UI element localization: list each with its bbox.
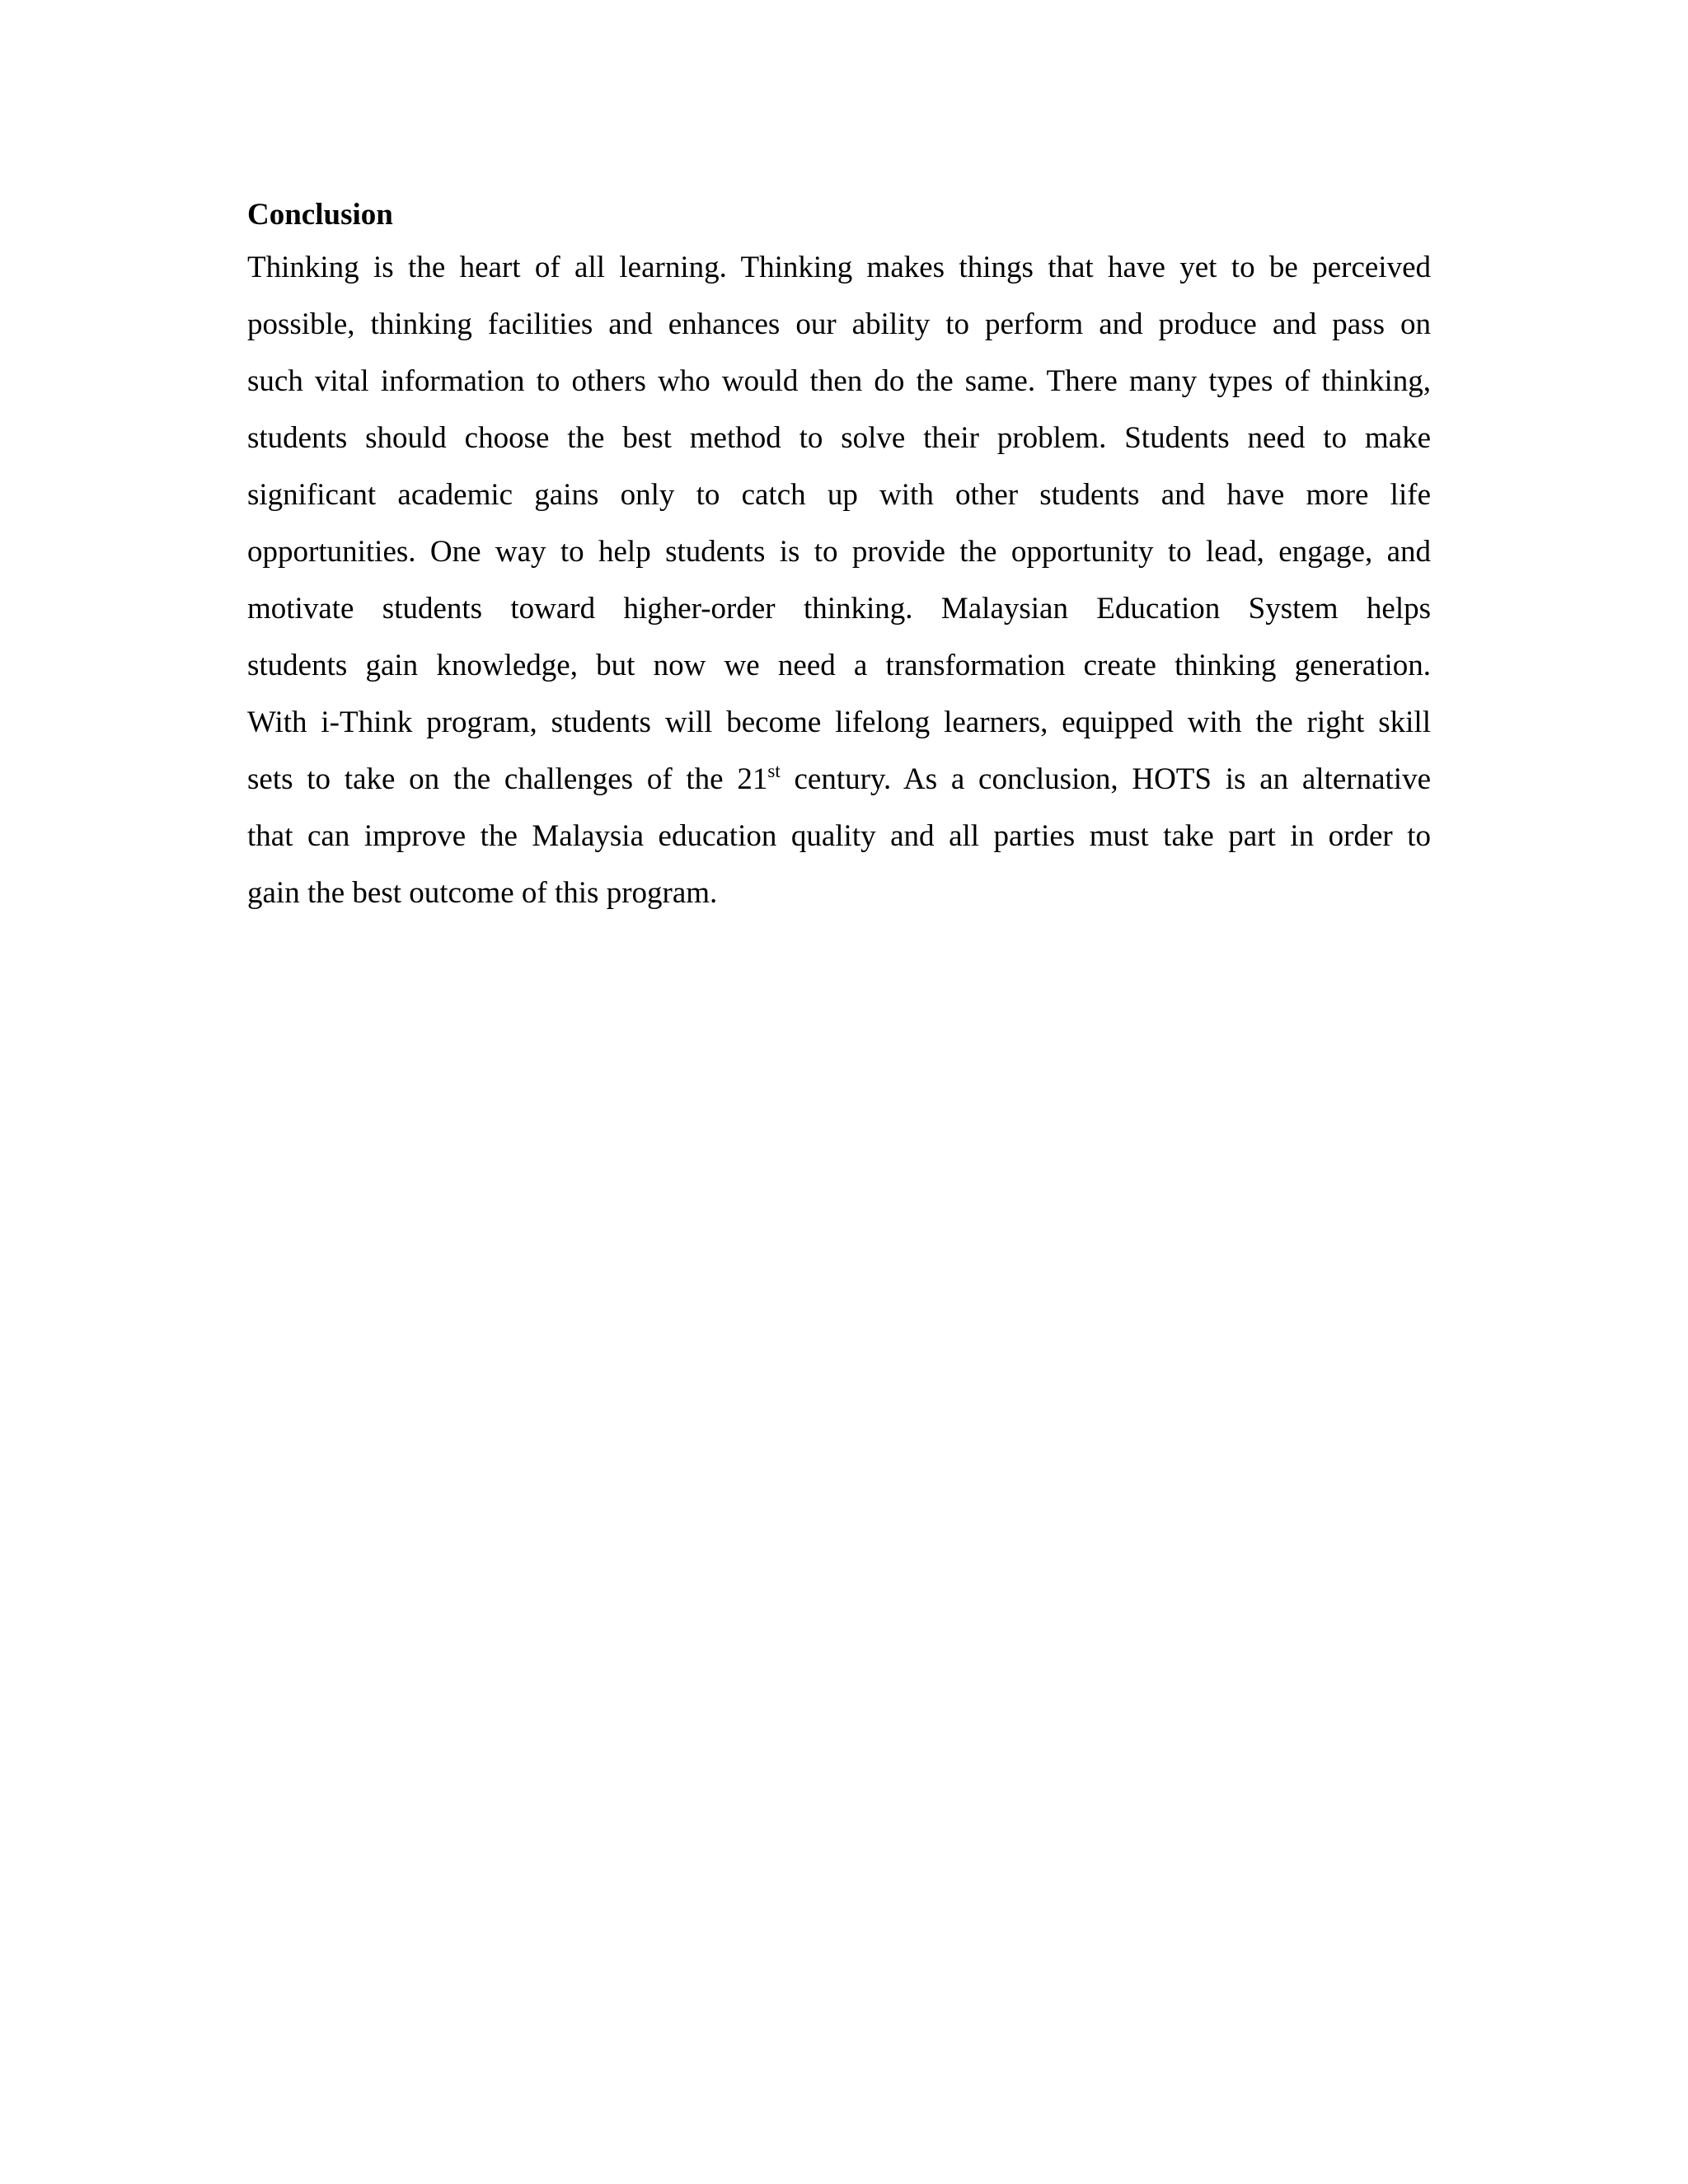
- paragraph-line: opportunities. One way to help students is to provide the opportunity to lead, engage, and: [247, 535, 1431, 569]
- paragraph-line: students gain knowledge, but now we need a transformation create thinking generation.: [247, 649, 1431, 682]
- section-heading: Conclusion: [247, 198, 393, 232]
- conclusion-section: [247, 191, 1431, 921]
- conclusion-paragraph: [247, 239, 1431, 921]
- paragraph-last-line: gain the best outcome of this program.: [247, 876, 718, 910]
- paragraph-line: motivate students toward higher-order thinking. Malaysian Education System helps: [247, 592, 1431, 626]
- paragraph-line: possible, thinking facilities and enhances our ability to perform and produce and pass on: [247, 307, 1431, 341]
- paragraph-line: that can improve the Malaysia education quality and all parties must take part in order to: [247, 819, 1431, 853]
- paragraph-line-with-superscript: [247, 751, 1431, 808]
- line-text-after-superscript: century. As a conclusion, HOTS is an alternative: [780, 762, 1432, 796]
- paragraph-line: students should choose the best method to solve their problem. Students need to make: [247, 421, 1431, 455]
- paragraph-line: such vital information to others who would then do the same. There many types of thinking,: [247, 364, 1431, 398]
- line-text-before-superscript: sets to take on the challenges of the 21: [247, 762, 768, 796]
- paragraph-line: With i-Think program, students will become lifelong learners, equipped with the right skill: [247, 705, 1431, 739]
- ordinal-superscript: st: [767, 761, 781, 781]
- paragraph-line: significant academic gains only to catch up with other students and have more life: [247, 478, 1431, 512]
- paragraph-line: Thinking is the heart of all learning. Thinking makes things that have yet to be perceived: [247, 251, 1431, 284]
